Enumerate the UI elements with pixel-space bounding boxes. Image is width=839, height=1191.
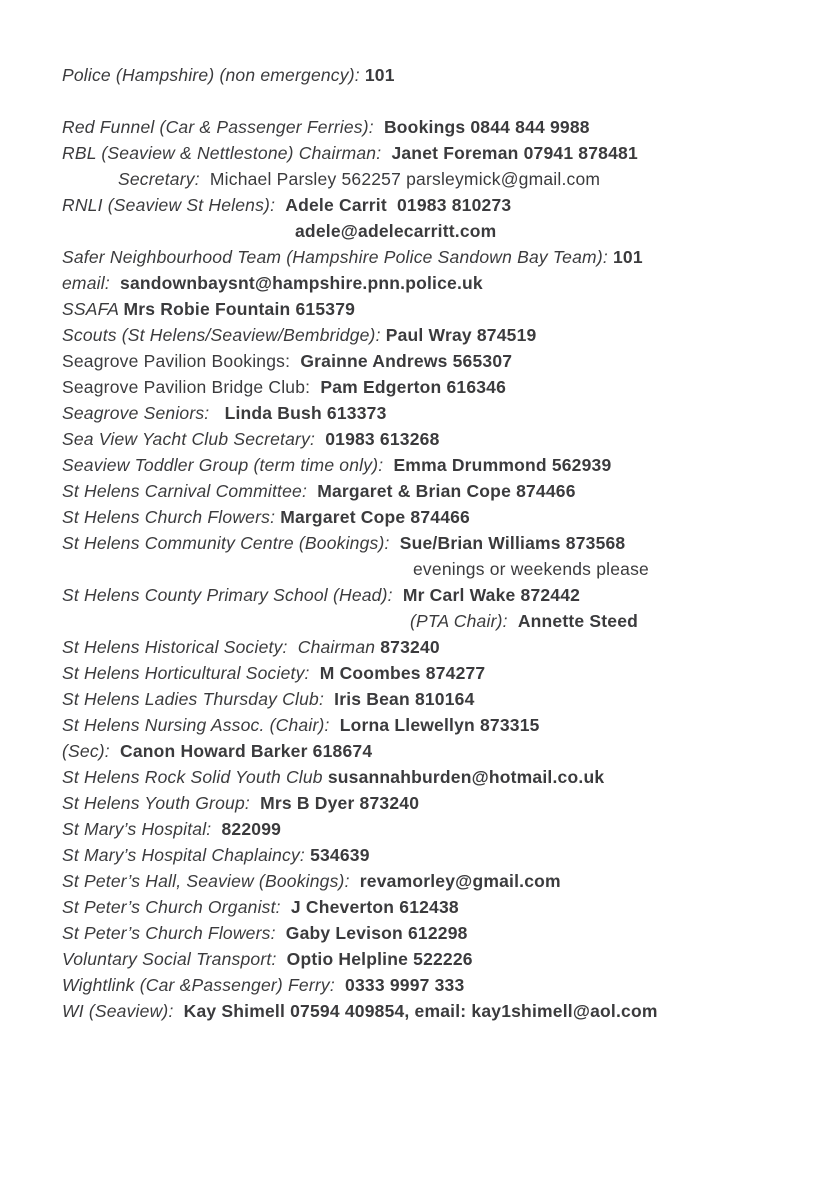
entry-label: St Helens County Primary School (Head): [62, 585, 403, 605]
entry-label: Seagrove Seniors: [62, 403, 225, 423]
directory-line [62, 894, 799, 920]
directory-line [62, 244, 799, 270]
entry-value: Mrs Robie Fountain 615379 [123, 299, 356, 319]
entry-label: Michael Parsley 562257 parsleymick@gmail.com [209, 169, 601, 189]
entry-value: Pam Edgerton 616346 [320, 377, 507, 397]
entry-label: St Helens Horticultural Society: [62, 663, 320, 683]
entry-label: St Mary’s Hospital Chaplaincy: [62, 845, 311, 865]
entry-value: Mrs B Dyer 873240 [260, 793, 420, 813]
entry-label: Safer Neighbourhood Team (Hampshire Police Sandown Bay Team): [62, 247, 613, 267]
entry-value: Paul Wray 874519 [385, 325, 537, 345]
entry-value: Linda Bush 613373 [224, 403, 387, 423]
directory-line [62, 270, 799, 296]
entry-label: St Helens Ladies Thursday Club: [62, 689, 335, 709]
entry-label: Seagrove Pavilion Bookings: [62, 351, 301, 371]
directory-line [62, 790, 799, 816]
entry-label: email: [62, 273, 121, 293]
directory-line [62, 816, 799, 842]
entry-label: Voluntary Social Transport: [62, 949, 287, 969]
entry-value: 101 [364, 65, 395, 85]
entry-label: Red Funnel (Car & Passenger Ferries): [62, 117, 384, 137]
directory-line [62, 192, 799, 218]
entry-label: Seaview Toddler Group (term time only): [62, 455, 394, 475]
directory-line [62, 530, 799, 556]
entry-label: St Peter’s Church Organist: [62, 897, 291, 917]
directory-line [62, 686, 799, 712]
directory-line [62, 972, 799, 998]
entry-value: Sue/Brian Williams 873568 [399, 533, 626, 553]
entry-value: Bookings 0844 844 9988 [383, 117, 590, 137]
entry-value: sandownbaysnt@hampshire.pnn.police.uk [120, 273, 483, 293]
entry-value: J Cheverton 612438 [290, 897, 459, 917]
entry-value: 873240 [380, 637, 440, 657]
entry-value: Janet Foreman 07941 878481 [391, 143, 638, 163]
entry-label: RBL (Seaview & Nettlestone) Chairman: [62, 143, 392, 163]
directory-line [62, 140, 799, 166]
entry-value: Emma Drummond 562939 [393, 455, 612, 475]
entry-label: Wightlink (Car &Passenger) Ferry: [62, 975, 346, 995]
entry-value: M Coombes 874277 [319, 663, 486, 683]
entry-label: Scouts (St Helens/Seaview/Bembridge): [62, 325, 386, 345]
directory-line [62, 556, 799, 582]
entry-label: St Mary’s Hospital: [62, 819, 222, 839]
entry-value: Margaret & Brian Cope 874466 [317, 481, 576, 501]
entry-value: 01983 613268 [325, 429, 440, 449]
entry-label: St Helens Youth Group: [62, 793, 261, 813]
entry-value: adele@adelecarritt.com [295, 221, 497, 241]
entry-value: 0333 9997 333 [345, 975, 465, 995]
entry-value: Iris Bean 810164 [334, 689, 475, 709]
directory-line [62, 114, 799, 140]
entry-label: WI (Seaview): [62, 1001, 184, 1021]
entry-label: evenings or weekends please [413, 559, 649, 579]
directory-line [62, 920, 799, 946]
directory-line [62, 426, 799, 452]
directory-line [62, 166, 799, 192]
directory-line [62, 634, 799, 660]
directory-line [62, 348, 799, 374]
entry-value: Lorna Llewellyn 873315 [339, 715, 540, 735]
entry-label: St Helens Historical Society: Chairman [62, 637, 381, 657]
entry-label: Secretary: [118, 169, 210, 189]
directory-line [62, 296, 799, 322]
directory-line [62, 764, 799, 790]
entry-label: St Helens Nursing Assoc. (Chair): [62, 715, 340, 735]
entry-label: (PTA Chair): [410, 611, 518, 631]
directory-line [62, 712, 799, 738]
entry-value: Gaby Levison 612298 [285, 923, 468, 943]
directory-line [62, 660, 799, 686]
entry-value: Margaret Cope 874466 [280, 507, 470, 527]
directory-line [62, 868, 799, 894]
directory-line [62, 374, 799, 400]
entry-label: St Helens Rock Solid Youth Club [62, 767, 328, 787]
entry-label: RNLI (Seaview St Helens): [62, 195, 286, 215]
entry-value: Annette Steed [517, 611, 639, 631]
contact-directory-list [62, 62, 799, 1024]
directory-line [62, 478, 799, 504]
directory-line [62, 946, 799, 972]
entry-value: Canon Howard Barker 618674 [120, 741, 373, 761]
directory-line [62, 738, 799, 764]
directory-line [62, 582, 799, 608]
directory-line [62, 452, 799, 478]
directory-line [62, 218, 799, 244]
entry-label: St Helens Carnival Committee: [62, 481, 318, 501]
directory-line [62, 842, 799, 868]
entry-value: Grainne Andrews 565307 [300, 351, 513, 371]
entry-label: Police (Hampshire) (non emergency): [62, 65, 365, 85]
entry-value: revamorley@gmail.com [359, 871, 561, 891]
entry-label: SSAFA [62, 299, 124, 319]
entry-label: Sea View Yacht Club Secretary: [62, 429, 326, 449]
entry-value: susannahburden@hotmail.co.uk [327, 767, 605, 787]
entry-value: Kay Shimell 07594 409854, email: kay1shimell@aol.com [183, 1001, 658, 1021]
directory-line [62, 62, 799, 88]
entry-value: Optio Helpline 522226 [286, 949, 473, 969]
directory-line [62, 322, 799, 348]
entry-value: Adele Carrit 01983 810273 [285, 195, 512, 215]
entry-label: St Peter’s Hall, Seaview (Bookings): [62, 871, 360, 891]
entry-label: St Peter’s Church Flowers: [62, 923, 286, 943]
entry-value: 822099 [221, 819, 282, 839]
entry-value: 534639 [310, 845, 370, 865]
entry-label: (Sec): [62, 741, 120, 761]
directory-line [62, 400, 799, 426]
entry-label: St Helens Community Centre (Bookings): [62, 533, 400, 553]
entry-value: 101 [612, 247, 643, 267]
entry-label: Seagrove Pavilion Bridge Club: [62, 377, 321, 397]
directory-line [62, 608, 799, 634]
directory-line [62, 998, 799, 1024]
entry-label: St Helens Church Flowers: [62, 507, 281, 527]
directory-line [62, 504, 799, 530]
entry-value: Mr Carl Wake 872442 [402, 585, 581, 605]
